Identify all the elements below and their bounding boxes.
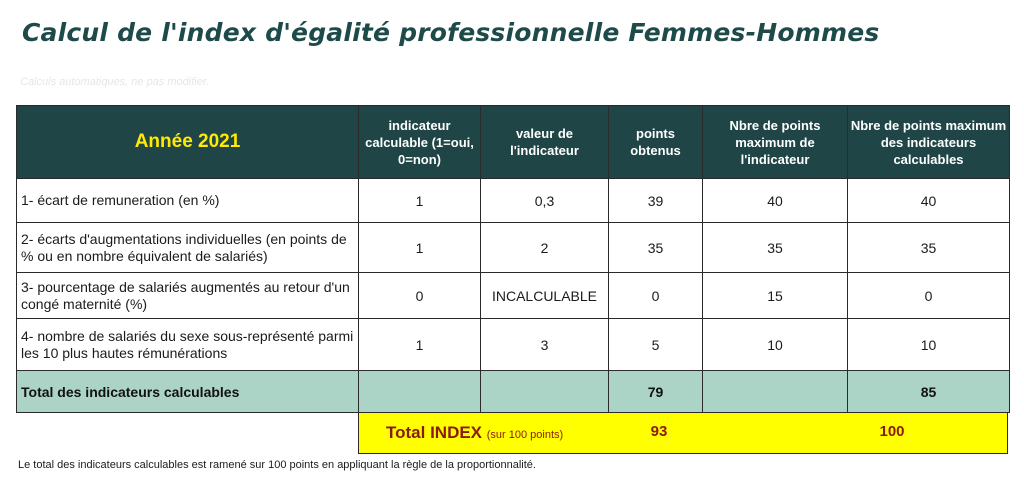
cell-valeur: INCALCULABLE [481,273,609,319]
total-index-label [386,423,563,443]
cell-max-calculables: 40 [848,179,1010,223]
total-max-calculables: 85 [848,371,1010,413]
cell-max-indicateur: 10 [703,319,848,371]
cell-max-indicateur: 35 [703,223,848,273]
footnote: Le total des indicateurs calculables est ramené sur 100 points en appliquant la règle de la proportionnalité. [18,459,536,471]
total-index-max: 100 [879,423,905,440]
cell-points: 35 [609,223,703,273]
header-points: points obtenus [609,106,703,179]
index-table [16,105,1010,413]
total-empty-cell [481,371,609,413]
cell-calculable: 1 [359,179,481,223]
year-label: Année 2021 [134,131,241,152]
cell-valeur: 2 [481,223,609,273]
total-points: 79 [609,371,703,413]
total-empty-cell [359,371,481,413]
row-label: 3- pourcentage de salariés augmentés au retour d'un congé maternité (%) [17,273,359,319]
cell-points: 5 [609,319,703,371]
cell-calculable: 1 [359,319,481,371]
cell-max-calculables: 10 [848,319,1010,371]
row-label: 1- écart de remuneration (en %) [17,179,359,223]
total-index-box [358,412,1008,454]
header-calculable: indicateur calculable (1=oui, 0=non) [359,106,481,179]
cell-points: 39 [609,179,703,223]
cell-max-calculables: 0 [848,273,1010,319]
table-header-row [17,106,1010,179]
table-row [17,179,1010,223]
page-title: Calcul de l'index d'égalité professionnelle Femmes-Hommes [22,18,880,47]
row-label: 2- écarts d'augmentations individuelles (en points de % ou en nombre équivalent de salariés) [17,223,359,273]
total-label: Total des indicateurs calculables [17,371,359,413]
cell-calculable: 0 [359,273,481,319]
cell-points: 0 [609,273,703,319]
table-row [17,223,1010,273]
table-row [17,273,1010,319]
total-index-title: Total INDEX [386,423,483,442]
total-index-subtitle: (sur 100 points) [486,429,564,441]
total-empty-cell [703,371,848,413]
row-label: 4- nombre de salariés du sexe sous-représenté parmi les 10 plus hautes rémunérations [17,319,359,371]
table-row [17,319,1010,371]
cell-max-calculables: 35 [848,223,1010,273]
subtitle-note: Calculs automatiques, ne pas modifier. [20,76,210,88]
cell-max-indicateur: 15 [703,273,848,319]
total-index-score: 93 [650,423,668,440]
cell-max-indicateur: 40 [703,179,848,223]
cell-valeur: 3 [481,319,609,371]
header-valeur: valeur de l'indicateur [481,106,609,179]
cell-calculable: 1 [359,223,481,273]
header-max-indicateur: Nbre de points maximum de l'indicateur [703,106,848,179]
cell-valeur: 0,3 [481,179,609,223]
total-row [17,371,1010,413]
header-max-calculables: Nbre de points maximum des indicateurs calculables [848,106,1010,179]
year-header [17,106,359,179]
